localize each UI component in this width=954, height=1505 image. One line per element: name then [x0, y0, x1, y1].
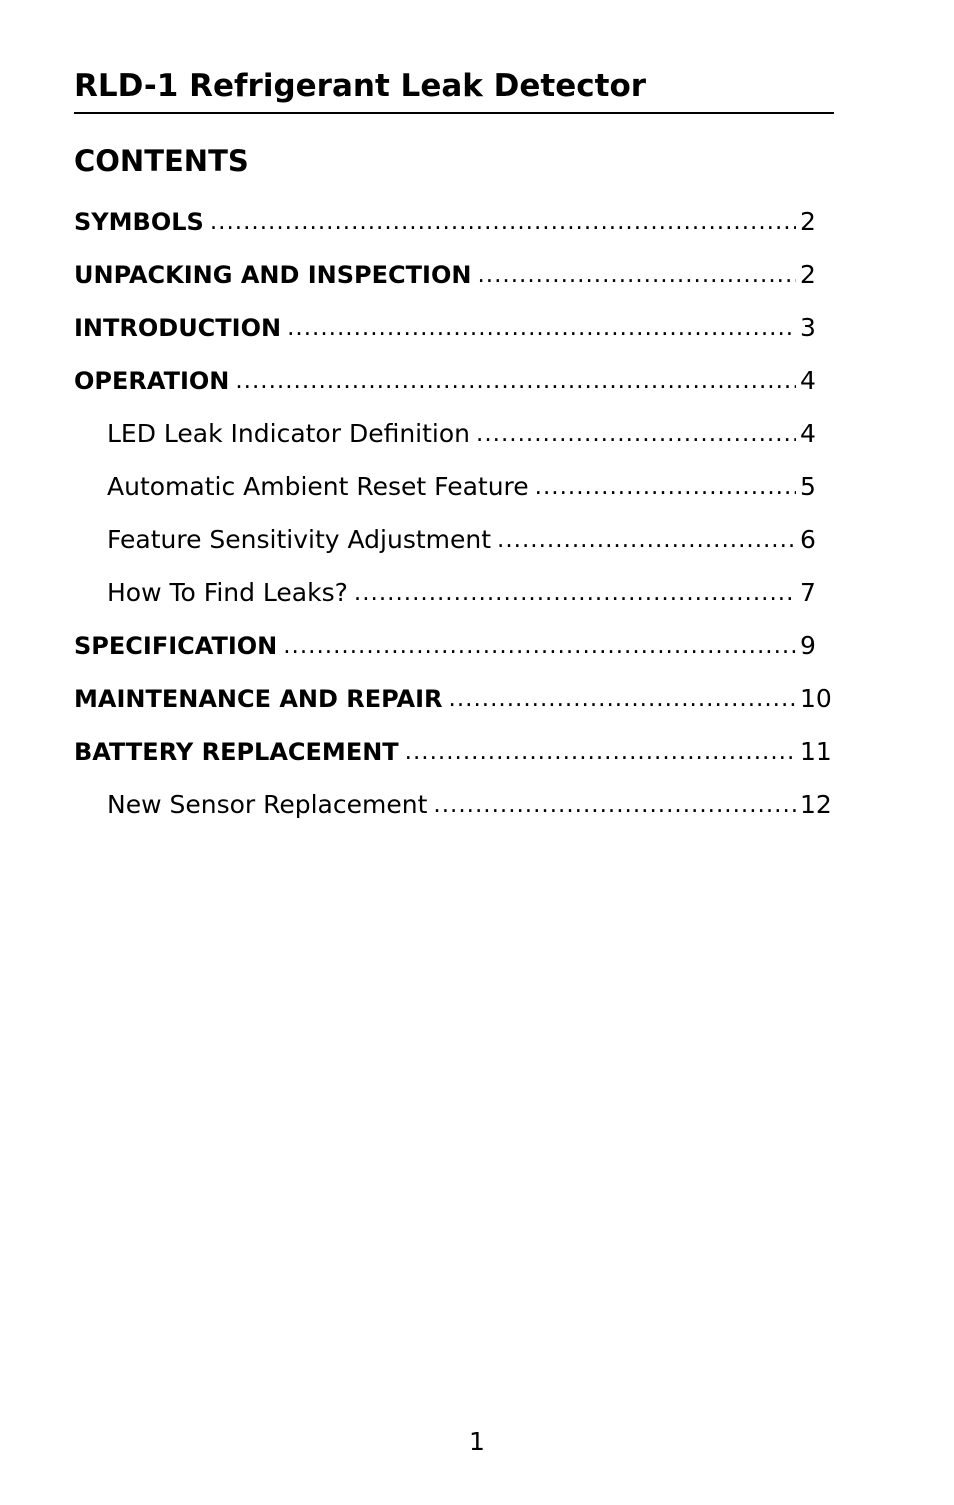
toc-entry-label: Feature Sensitivity Adjustment: [107, 524, 492, 554]
toc-dot-leader: [477, 255, 796, 295]
toc-entry-label: UNPACKING AND INSPECTION: [74, 260, 472, 289]
toc-entry-page: 2: [800, 206, 816, 236]
page-header: [74, 66, 834, 114]
toc-entry-label: SYMBOLS: [74, 207, 204, 236]
toc-entry-label: OPERATION: [74, 366, 230, 395]
toc-dot-leader: [535, 467, 796, 507]
contents-heading: CONTENTS: [74, 144, 249, 178]
page-number: 1: [469, 1427, 485, 1456]
toc-dot-leader: [497, 520, 796, 560]
toc-dot-leader: [283, 626, 796, 666]
toc-entry-page: 5: [800, 471, 816, 501]
toc-entry-label: LED Leak Indicator Definition: [107, 418, 471, 448]
toc-entry-page: 11: [800, 736, 832, 766]
toc-dot-leader: [405, 732, 796, 772]
toc-entry-page: 6: [800, 524, 816, 554]
toc-subentry[interactable]: [74, 460, 834, 513]
toc-dot-leader: [476, 414, 796, 454]
document-title: RLD-1 Refrigerant Leak Detector: [74, 68, 647, 104]
toc-entry-page: 4: [800, 418, 816, 448]
toc-entry-label: MAINTENANCE AND REPAIR: [74, 684, 443, 713]
toc-dot-leader: [210, 202, 796, 242]
toc-entry[interactable]: [74, 248, 834, 301]
toc-subentry[interactable]: [74, 778, 834, 831]
toc-entry-page: 9: [800, 630, 816, 660]
toc-entry-label: INTRODUCTION: [74, 313, 282, 342]
toc-entry[interactable]: [74, 619, 834, 672]
toc-entry[interactable]: [74, 725, 834, 778]
toc-dot-leader: [449, 679, 796, 719]
toc-subentry[interactable]: [74, 407, 834, 460]
toc-subentry[interactable]: [74, 566, 834, 619]
toc-entry-label: Automatic Ambient Reset Feature: [107, 471, 529, 501]
toc-entry[interactable]: [74, 195, 834, 248]
toc-entry-page: 12: [800, 789, 832, 819]
toc-dot-leader: [235, 361, 796, 401]
toc-dot-leader: [287, 308, 796, 348]
toc-entry[interactable]: [74, 672, 834, 725]
toc-entry-label: How To Find Leaks?: [107, 577, 348, 607]
toc-dot-leader: [433, 785, 796, 825]
toc-entry[interactable]: [74, 354, 834, 407]
toc-entry-page: 3: [800, 312, 816, 342]
toc-dot-leader: [354, 573, 796, 613]
toc-subentry[interactable]: [74, 513, 834, 566]
toc-entry-label: BATTERY REPLACEMENT: [74, 737, 399, 766]
toc-entry-page: 4: [800, 365, 816, 395]
toc-entry[interactable]: [74, 301, 834, 354]
toc-entry-label: SPECIFICATION: [74, 631, 278, 660]
toc-entry-page: 10: [800, 683, 832, 713]
table-of-contents: [74, 195, 834, 831]
toc-entry-page: 7: [800, 577, 816, 607]
toc-entry-label: New Sensor Replacement: [107, 789, 428, 819]
toc-entry-page: 2: [800, 259, 816, 289]
